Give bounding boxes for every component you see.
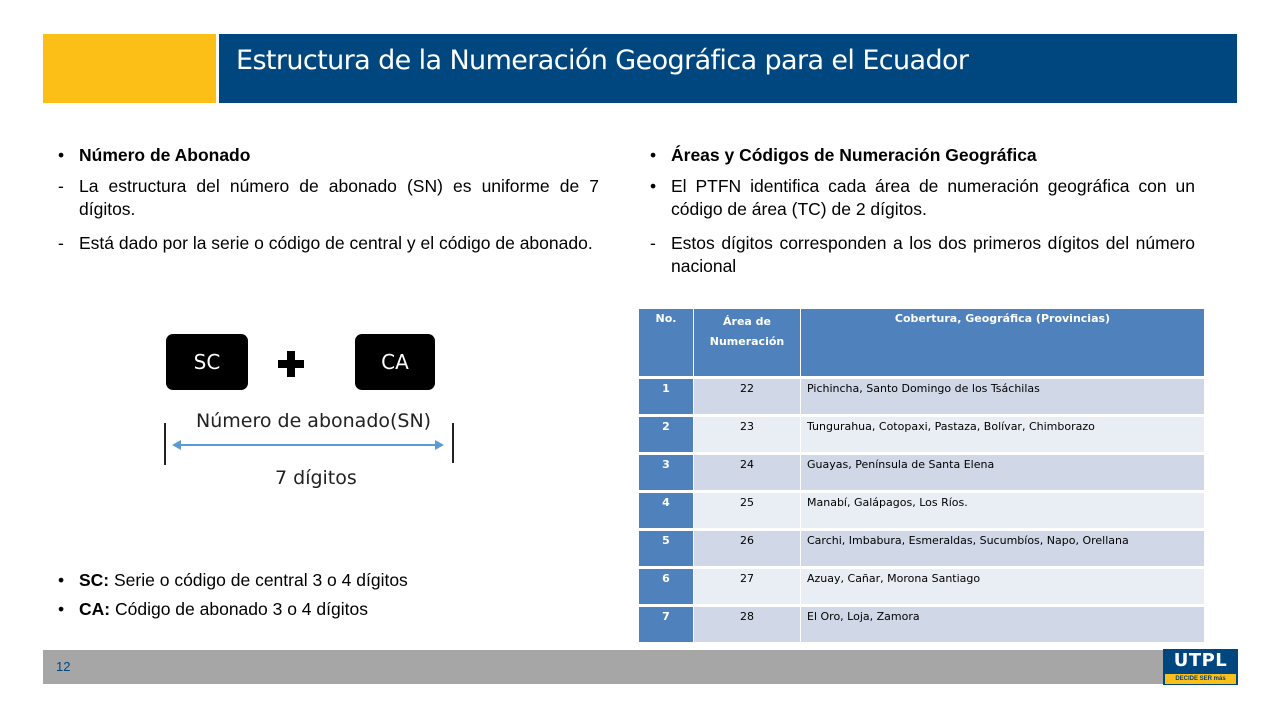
provinces: Manabí, Galápagos, Los Ríos. <box>801 493 1205 531</box>
provinces: Azuay, Cañar, Morona Santiago <box>801 569 1205 607</box>
left-heading-item <box>43 144 599 167</box>
left-list-item <box>43 175 599 221</box>
dash-marker: - <box>650 233 656 253</box>
diagram-length: 7 dígitos <box>275 467 357 489</box>
area-code: 22 <box>694 379 801 417</box>
bullet-marker: • <box>650 145 657 165</box>
bullet-marker: • <box>58 599 65 619</box>
header-coverage: Cobertura, Geográfica (Provincias) <box>801 309 1205 379</box>
table-row <box>639 379 1205 417</box>
dash-marker: - <box>58 176 64 196</box>
left-bottom-item <box>43 569 599 592</box>
sc-label: SC: <box>79 570 110 590</box>
left-item-text: Está dado por la serie o código de central y el código de abonado. <box>79 233 593 253</box>
area-code: 26 <box>694 531 801 569</box>
table-header-row <box>639 309 1205 379</box>
provinces: Tungurahua, Cotopaxi, Pastaza, Bolívar, Chimborazo <box>801 417 1205 455</box>
left-item-text: La estructura del número de abonado (SN) es uniforme de 7 dígitos. <box>79 176 599 219</box>
provinces: Carchi, Imbabura, Esmeraldas, Sucumbíos, Napo, Orellana <box>801 531 1205 569</box>
bullet-marker: • <box>58 570 65 590</box>
header-accent-block <box>43 34 216 103</box>
area-code: 28 <box>694 607 801 645</box>
area-code: 24 <box>694 455 801 493</box>
row-number: 7 <box>639 607 694 645</box>
row-number: 5 <box>639 531 694 569</box>
left-bottom-item <box>43 598 599 621</box>
left-list-item <box>43 232 599 255</box>
right-list-item <box>635 232 1195 278</box>
right-heading-item <box>635 144 1195 167</box>
right-list-item <box>635 175 1195 221</box>
table-row <box>639 531 1205 569</box>
provinces: Pichincha, Santo Domingo de los Tsáchilas <box>801 379 1205 417</box>
diagram-caption: Número de abonado(SN) <box>196 410 432 432</box>
ca-description: Código de abonado 3 o 4 dígitos <box>110 599 368 619</box>
right-item-text: Estos dígitos corresponden a los dos primeros dígitos del número nacional <box>671 233 1195 276</box>
table-row <box>639 569 1205 607</box>
row-number: 3 <box>639 455 694 493</box>
footer-bar <box>43 650 1238 684</box>
area-code: 25 <box>694 493 801 531</box>
row-number: 4 <box>639 493 694 531</box>
table-row <box>639 417 1205 455</box>
sc-description: Serie o código de central 3 o 4 dígitos <box>109 570 408 590</box>
geographic-areas-table <box>639 309 1205 645</box>
bullet-marker: • <box>650 176 657 196</box>
page-number: 12 <box>56 659 71 674</box>
right-bracket <box>452 423 454 463</box>
right-item-text: El PTFN identifica cada área de numeración geográfica con un código de área (TC) de 2 dígitos. <box>671 176 1195 219</box>
utpl-logo-tagline: DECIDE SER más <box>1165 674 1236 684</box>
area-code: 23 <box>694 417 801 455</box>
area-code: 27 <box>694 569 801 607</box>
header-no: No. <box>639 309 694 379</box>
left-bracket <box>164 423 166 465</box>
sc-box: SC <box>166 334 248 390</box>
plus-icon-bar <box>278 360 304 368</box>
table-row <box>639 455 1205 493</box>
row-number: 1 <box>639 379 694 417</box>
table-row <box>639 493 1205 531</box>
provinces: El Oro, Loja, Zamora <box>801 607 1205 645</box>
page-title: Estructura de la Numeración Geográfica para el Ecuador <box>236 45 969 76</box>
table-row <box>639 607 1205 645</box>
left-heading: Número de Abonado <box>79 145 251 165</box>
provinces: Guayas, Península de Santa Elena <box>801 455 1205 493</box>
dash-marker: - <box>58 233 64 253</box>
bullet-marker: • <box>58 145 65 165</box>
right-heading: Áreas y Códigos de Numeración Geográfica <box>671 145 1037 165</box>
row-number: 6 <box>639 569 694 607</box>
ca-box: CA <box>355 334 435 390</box>
row-number: 2 <box>639 417 694 455</box>
utpl-logo-text: UTPL <box>1173 650 1228 671</box>
ca-label: CA: <box>79 599 111 619</box>
double-arrow-icon <box>172 438 444 452</box>
header-area: Área de Numeración <box>694 309 801 379</box>
